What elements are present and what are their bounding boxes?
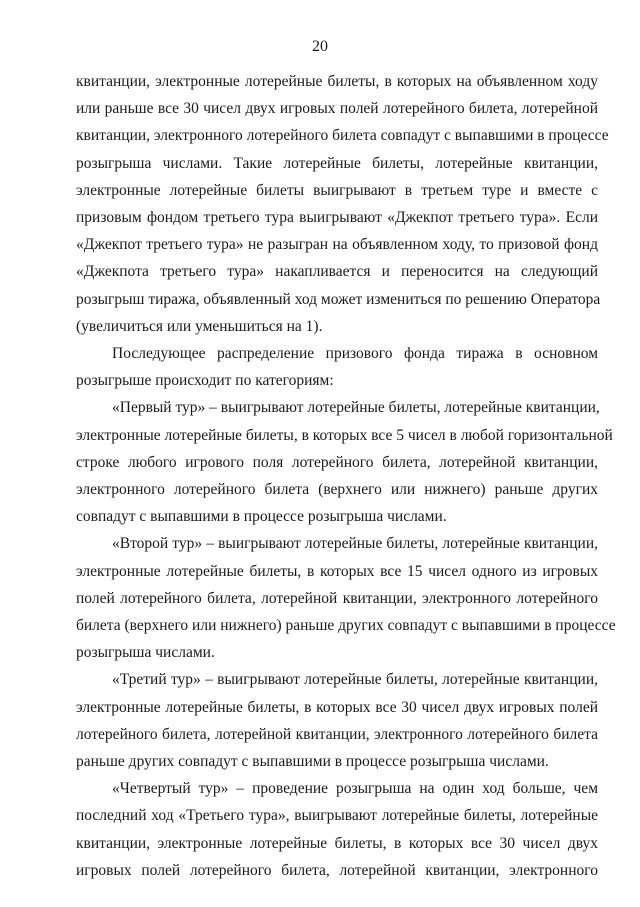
- text-line: (увеличиться или уменьшиться на 1).: [76, 317, 323, 335]
- text-line: «Джекпот третьего тура» не разыгран на объявленном ходу, то призовой фонд: [76, 236, 598, 254]
- text-line: последний ход «Третьего тура», выигрывают лотерейные билеты, лотерейные: [76, 807, 598, 825]
- text-line: полей лотерейного билета, лотерейной квитанции, электронного лотерейного: [76, 589, 598, 607]
- text-line: «Четвертый тур» – проведение розыгрыша на один ход больше, чем: [112, 780, 598, 798]
- text-line: электронные лотерейные билеты, в которых все 5 чисел в любой горизонтальной: [76, 426, 613, 444]
- text-line: розыгрыше происходит по категориям:: [76, 372, 334, 390]
- text-line: розыгрыша числами.: [76, 644, 215, 662]
- text-line: строке любого игрового поля лотерейного билета, лотерейной квитанции,: [76, 453, 598, 471]
- paragraph: [76, 394, 613, 530]
- text-line: игровых полей лотерейного билета, лотерейной квитанции, электронного: [76, 861, 598, 879]
- body-text: [76, 68, 616, 884]
- text-line: электронные лотерейные билеты, в которых все 15 чисел одного из игровых: [76, 562, 598, 580]
- text-line: электронные лотерейные билеты, в которых все 30 чисел двух игровых полей: [76, 698, 598, 716]
- text-line: Последующее распределение призового фонда тиража в основном: [112, 345, 598, 363]
- text-line: лотерейного билета, лотерейной квитанции, электронного лотерейного билета: [76, 725, 598, 743]
- text-line: «Первый тур» – выигрывают лотерейные билеты, лотерейные квитанции,: [112, 399, 600, 417]
- text-line: раньше других совпадут с выпавшими в процессе розыгрыша числами.: [76, 753, 549, 771]
- text-line: билета (верхнего или нижнего) раньше других совпадут с выпавшими в процессе: [76, 617, 616, 635]
- text-line: электронного лотерейного билета (верхнего или нижнего) раньше других: [76, 481, 598, 499]
- text-line: призовым фондом третьего тура выигрывают «Джекпот третьего тура». Если: [76, 209, 598, 227]
- text-line: квитанции, электронного лотерейного билета совпадут с выпавшими в процессе: [76, 127, 609, 145]
- paragraph: [76, 775, 598, 884]
- text-line: квитанции, электронные лотерейные билеты, в которых все 30 чисел двух: [76, 834, 598, 852]
- text-line: квитанции, электронные лотерейные билеты, в которых на объявленном ходу: [76, 73, 598, 90]
- page-number: 20: [312, 38, 328, 55]
- paragraph: [76, 68, 609, 340]
- text-line: электронные лотерейные билеты выигрывают в третьем туре и вместе с: [76, 181, 598, 199]
- text-line: или раньше все 30 чисел двух игровых полей лотерейного билета, лотерейной: [76, 100, 598, 118]
- text-line: розыгрыша числами. Такие лотерейные билеты, лотерейные квитанции,: [76, 154, 598, 172]
- text-line: «Второй тур» – выигрывают лотерейные билеты, лотерейные квитанции,: [112, 535, 598, 553]
- paragraph: [76, 530, 616, 666]
- paragraph: [76, 666, 598, 775]
- text-line: совпадут с выпавшими в процессе розыгрыша числами.: [76, 508, 447, 526]
- text-line: «Третий тур» – выигрывают лотерейные билеты, лотерейные квитанции,: [112, 671, 598, 689]
- text-line: розыгрыш тиража, объявленный ход может измениться по решению Оператора: [76, 290, 601, 308]
- paragraph: [76, 340, 598, 394]
- text-line: «Джекпота третьего тура» накапливается и переносится на следующий: [76, 263, 598, 281]
